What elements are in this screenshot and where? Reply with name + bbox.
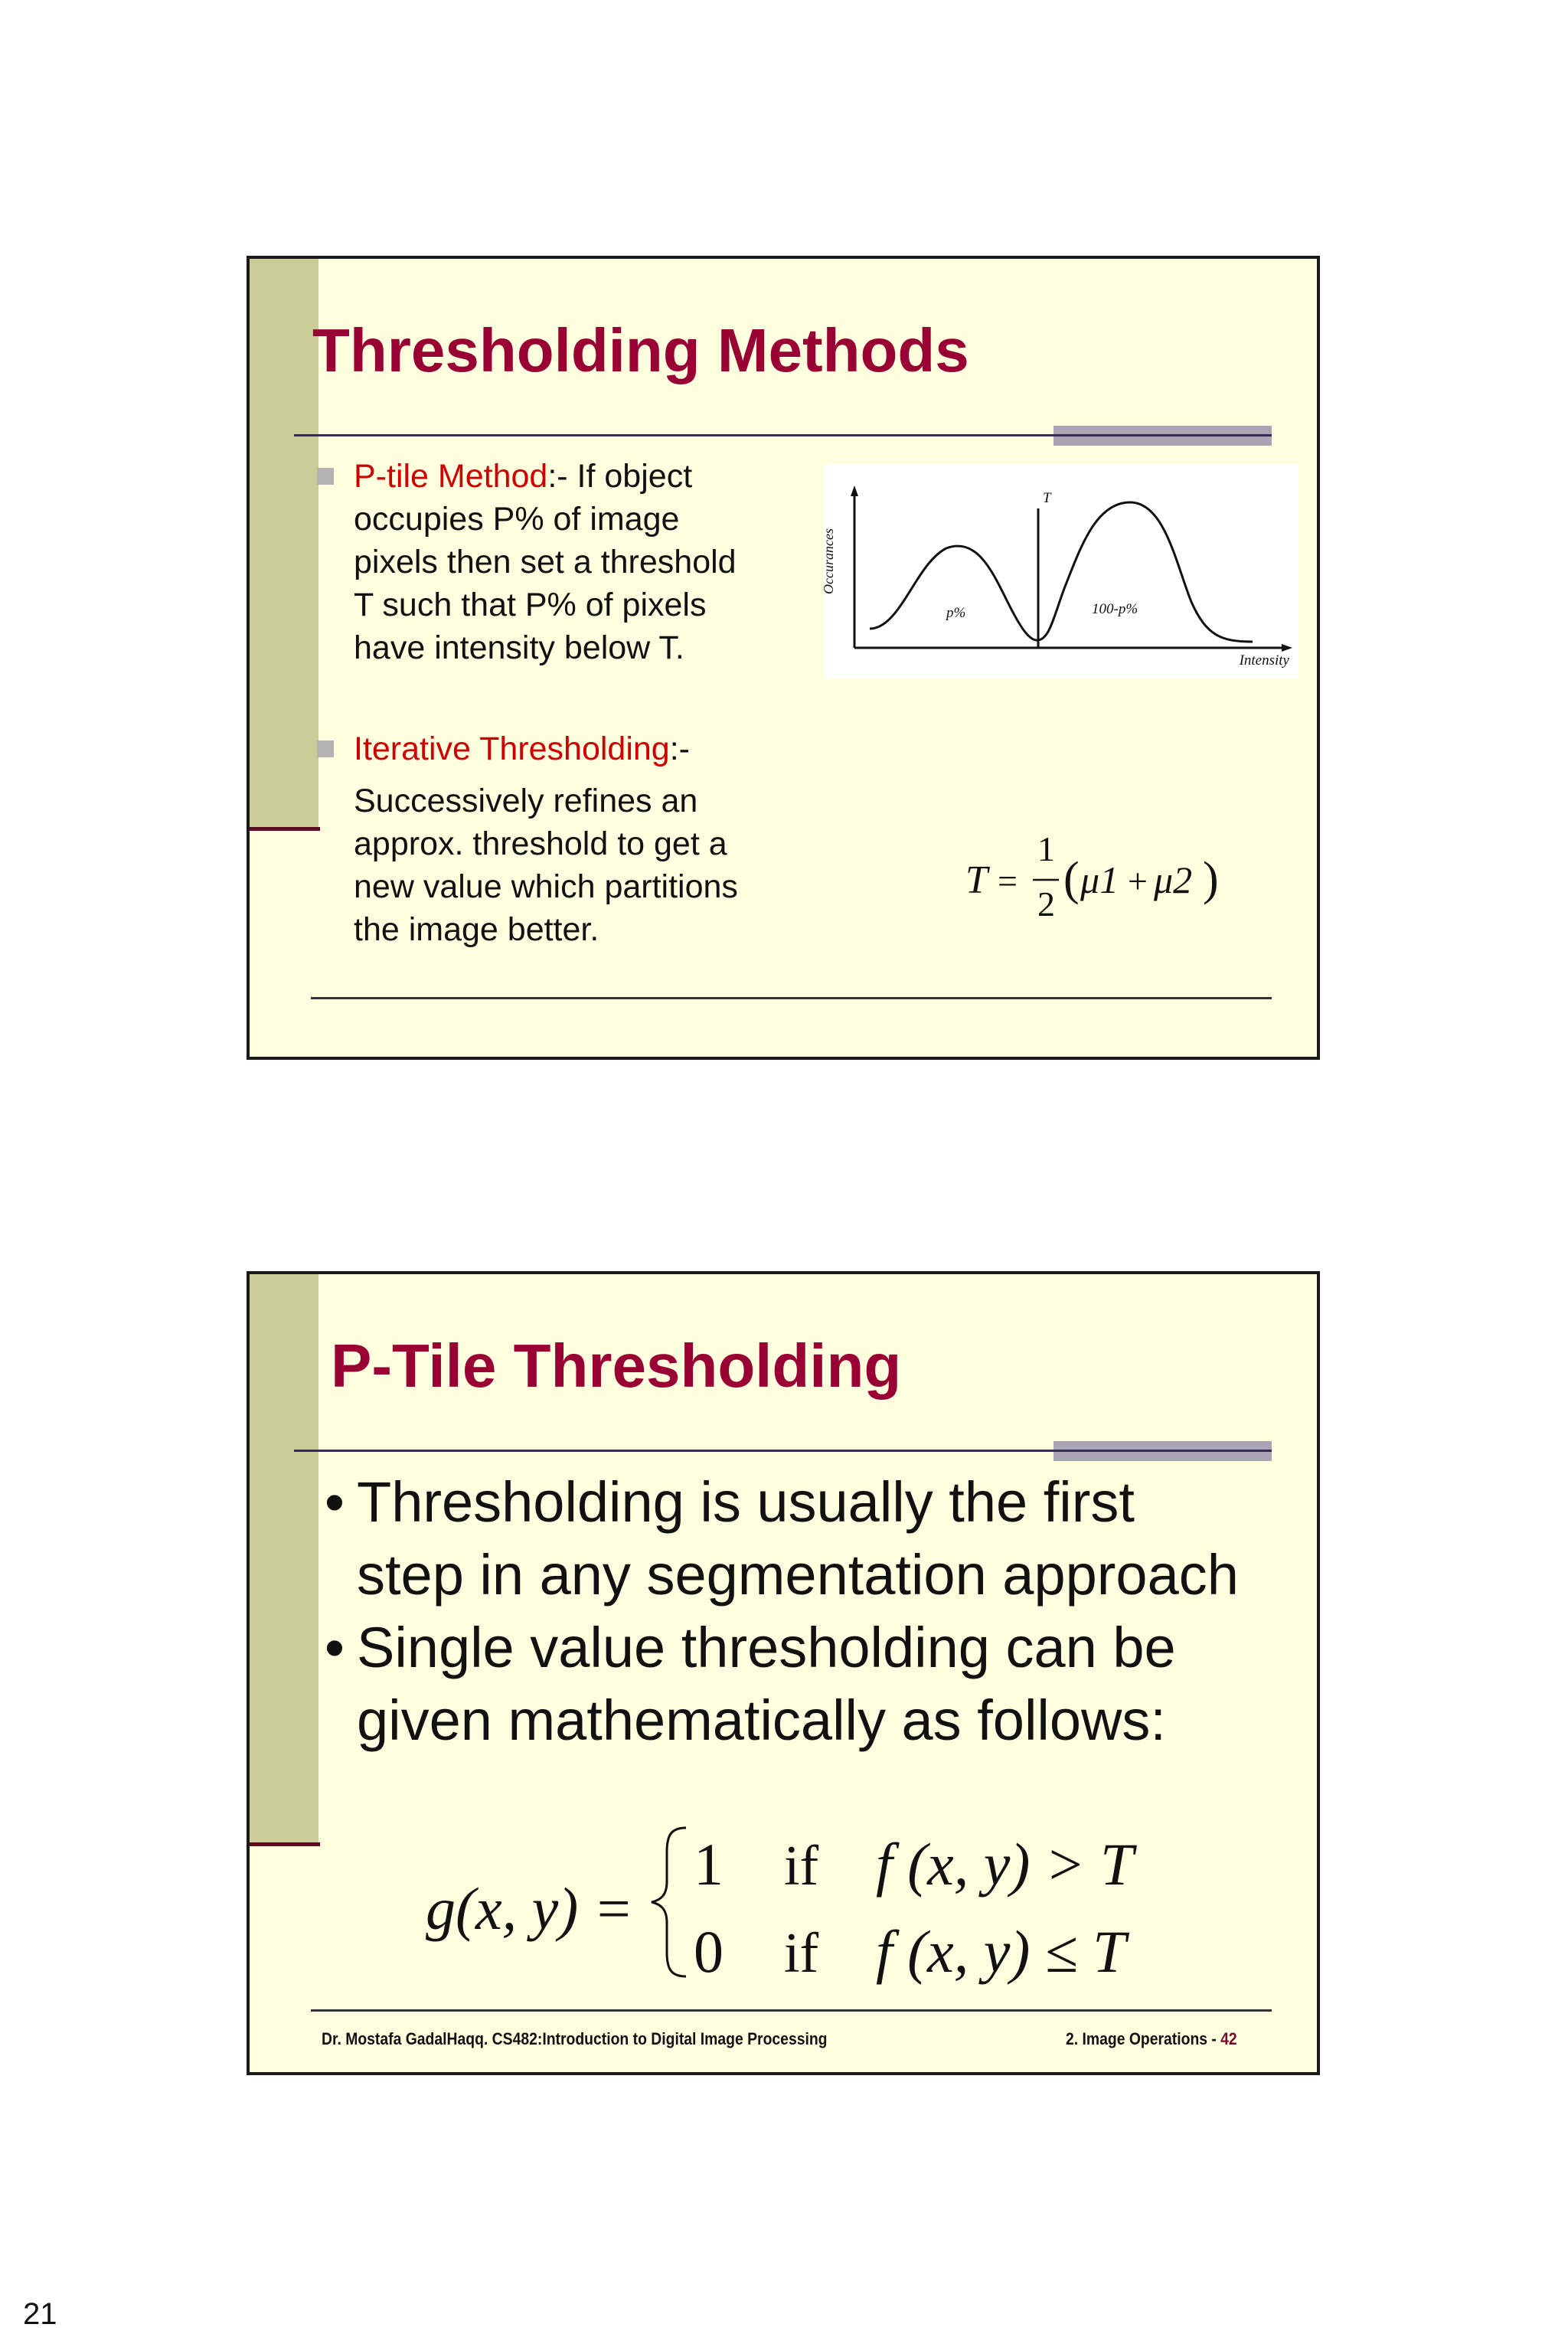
title-rule xyxy=(294,434,1113,436)
slide-thresholding-methods xyxy=(247,256,1320,1060)
bullet-dot-icon: • xyxy=(325,1470,345,1534)
formula-lhs: T xyxy=(965,858,988,902)
case-1-if: if xyxy=(784,1835,819,1898)
footer-course-credit: Dr. Mostafa GadalHaqq. CS482:Introduction to Digital Image Processing xyxy=(322,2029,828,2048)
page-number: 21 xyxy=(23,2297,57,2331)
footer-section xyxy=(1066,2029,1237,2049)
case-1-condition: f (x, y) > T xyxy=(876,1831,1134,1898)
case-2-condition: f (x, y) ≤ T xyxy=(876,1918,1126,1985)
bullet-body: :- If object occupies P% of image pixels then set a threshold T such that P% of pixels have intensity below T. xyxy=(354,458,737,666)
piecewise-formula xyxy=(403,1814,1168,1990)
fraction-numerator: 1 xyxy=(1037,829,1055,868)
sidebar-accent-line xyxy=(250,827,320,831)
bottom-rule xyxy=(311,997,1272,999)
formula-term-1: μ1 xyxy=(1080,858,1119,901)
fraction-denominator: 2 xyxy=(1037,884,1055,923)
square-bullet-icon xyxy=(317,740,334,757)
left-area-label: p% xyxy=(946,605,966,621)
open-paren: ( xyxy=(1063,853,1080,905)
formula-term-2: μ2 xyxy=(1154,858,1193,901)
bullet-item xyxy=(325,1466,1239,1611)
case-2-if: if xyxy=(784,1922,819,1985)
square-bullet-icon xyxy=(317,468,334,485)
title-rule-block xyxy=(1054,426,1272,446)
equals-sign: = xyxy=(998,861,1018,901)
slide-title: Thresholding Methods xyxy=(312,316,969,384)
bullet-term: P-tile Method xyxy=(354,458,548,495)
bullet-line: Single value thresholding can be xyxy=(357,1616,1176,1679)
slide-title: P-Tile Thresholding xyxy=(331,1332,902,1400)
title-rule xyxy=(294,1450,1113,1452)
formula-lhs: g(x, y) = xyxy=(426,1875,634,1942)
footer-section-label: 2. Image Operations - xyxy=(1066,2029,1217,2048)
y-axis-label: Occurances xyxy=(821,528,836,594)
bullet-line: given mathematically as follows: xyxy=(357,1688,1166,1752)
bullet-line: Thresholding is usually the first xyxy=(357,1470,1135,1534)
bullet-description: Successively refines an approx. threshold to get a new value which partitions the image better. xyxy=(354,783,738,948)
bullet-body: :- xyxy=(669,731,691,767)
sidebar-accent-line xyxy=(250,1842,320,1846)
histogram-svg xyxy=(821,464,1298,678)
slide-p-tile-thresholding xyxy=(247,1271,1320,2075)
histogram-figure xyxy=(821,464,1298,678)
slide-sidebar xyxy=(250,1274,318,1845)
footer-rule xyxy=(311,2009,1272,2012)
slide-number: 42 xyxy=(1220,2029,1237,2048)
plus-sign: + xyxy=(1128,861,1148,901)
slide-sidebar xyxy=(250,259,318,829)
close-paren: ) xyxy=(1203,853,1219,905)
bullet-text xyxy=(354,455,746,669)
bullet-line: step in any segmentation approach xyxy=(357,1543,1239,1607)
threshold-formula xyxy=(950,809,1241,923)
x-axis-label: Intensity xyxy=(1239,652,1289,668)
bullet-text xyxy=(354,727,746,770)
bullet-dot-icon: • xyxy=(325,1616,345,1679)
title-rule-block xyxy=(1054,1441,1272,1461)
bullet-term: Iterative Thresholding xyxy=(354,731,670,767)
case-2-value: 0 xyxy=(694,1918,724,1985)
bullet-p-tile-method xyxy=(317,455,746,669)
right-area-label: 100-p% xyxy=(1092,601,1138,617)
left-brace-icon xyxy=(652,1828,686,1976)
threshold-label: T xyxy=(1043,490,1051,506)
bullet-item xyxy=(325,1611,1176,1757)
case-1-value: 1 xyxy=(694,1831,724,1898)
bullet-iterative-thresholding xyxy=(317,727,746,951)
